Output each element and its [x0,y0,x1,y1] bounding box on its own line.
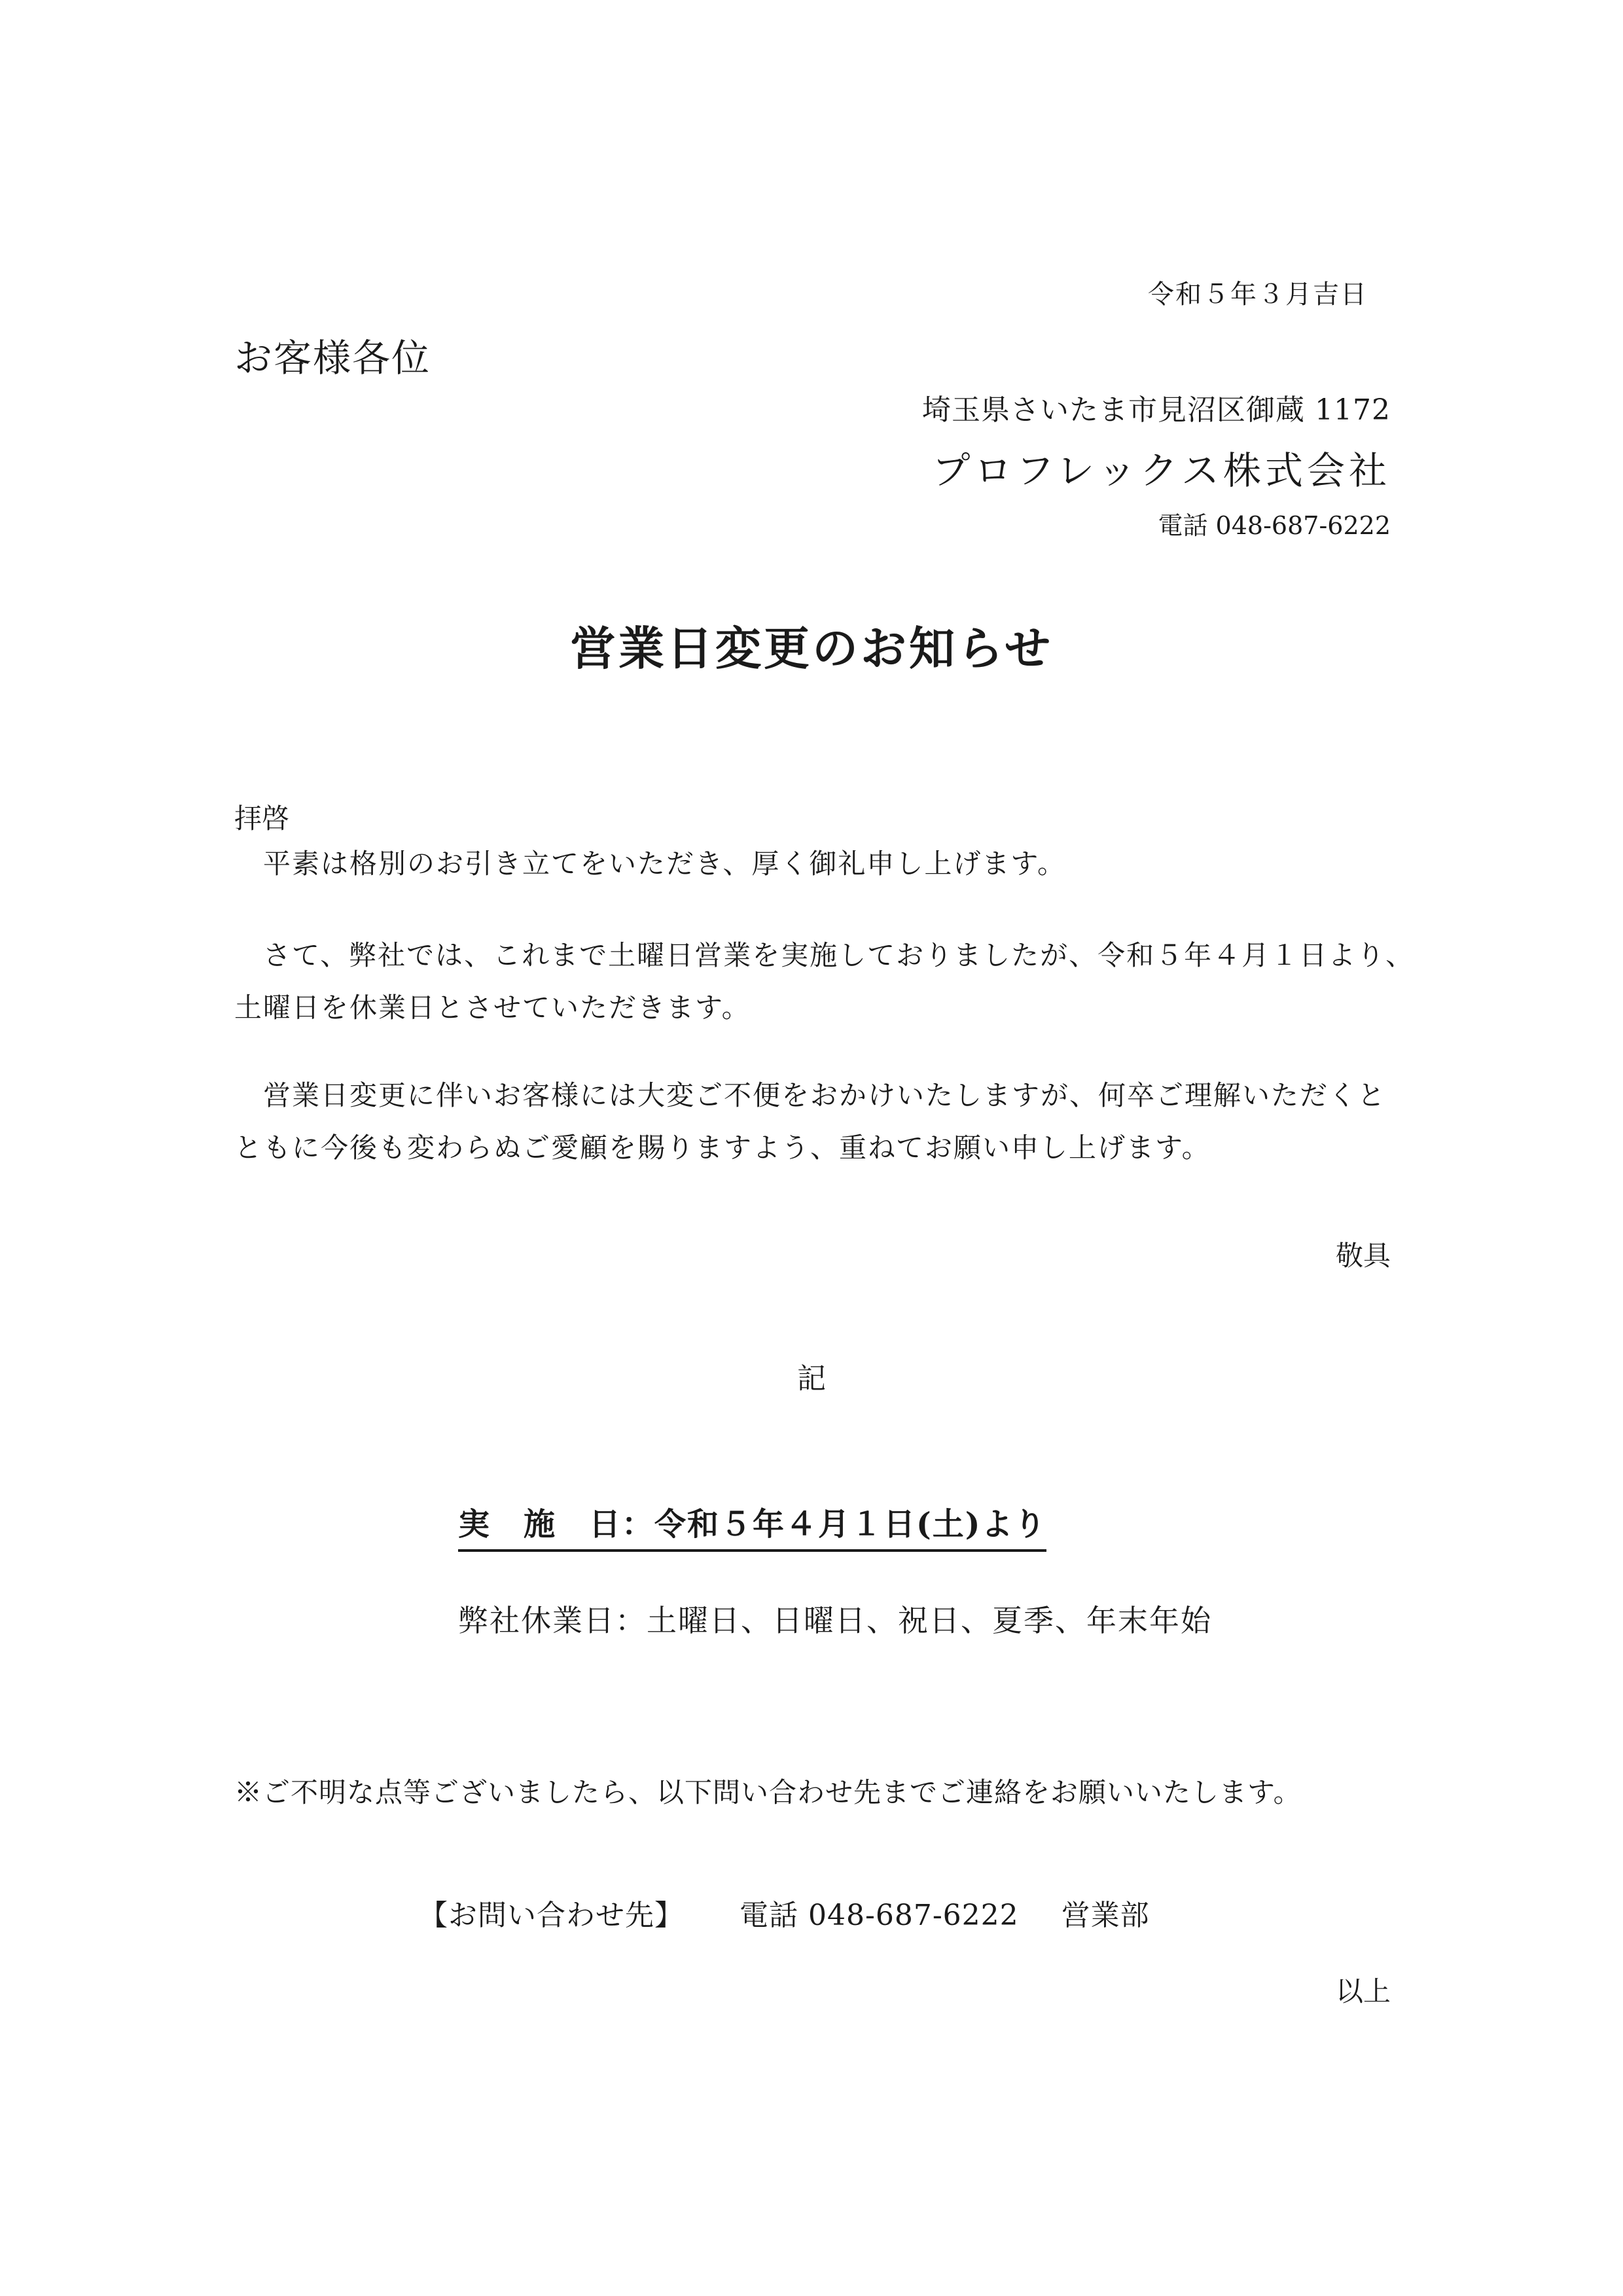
document-date: 令和５年３月吉日 [1148,279,1368,310]
inquiry-note: ※ご不明な点等ございましたら、以下問い合わせ先までご連絡をお願いいたします。 [234,1776,1302,1808]
company-address: 埼玉県さいたま市見沼区御蔵 1172 [922,393,1391,427]
end-ijou: 以上 [1335,1975,1391,2007]
body-paragraph-2 [234,929,1415,1034]
paragraph-line: 土曜日を休業日とさせていただきます。 [234,992,751,1024]
paragraph-line: 平素は格別のお引き立てをいただき、厚く御礼申し上げます。 [234,848,1066,880]
document-title: 営業日変更のお知らせ [570,621,1053,675]
contact-info [419,1892,1150,1933]
contact-phone: 電話 048-687-6222 [740,1899,1019,1932]
company-phone: 電話 048-687-6222 [1158,511,1391,540]
contact-label: 【お問い合わせ先】 [419,1899,684,1932]
company-name: プロフレックス株式会社 [932,448,1391,493]
company-holidays: 弊社休業日：土曜日、日曜日、祝日、夏季、年末年始 [458,1603,1212,1638]
paragraph-line: 営業日変更に伴いお客様には大変ご不便をおかけいたしますが、何卒ご理解いただくと [234,1079,1387,1111]
implementation-date: 実 施 日：令和５年４月１日(土)より [458,1499,1046,1552]
contact-department: 営業部 [1061,1899,1150,1932]
body-paragraph-1 [234,838,1393,890]
paragraph-line: さて、弊社では、これまで土曜日営業を実施しておりましたが、令和５年４月１日より、 [234,939,1415,971]
salutation: 拝啓 [234,802,290,834]
body-paragraph-3 [234,1069,1393,1174]
recipient: お客様各位 [234,336,431,380]
paragraph-line: ともに今後も変わらぬご愛顧を賜りますよう、重ねてお願い申し上げます。 [234,1132,1211,1164]
ki-heading: 記 [797,1362,826,1395]
closing-keigu: 敬具 [1335,1240,1391,1272]
